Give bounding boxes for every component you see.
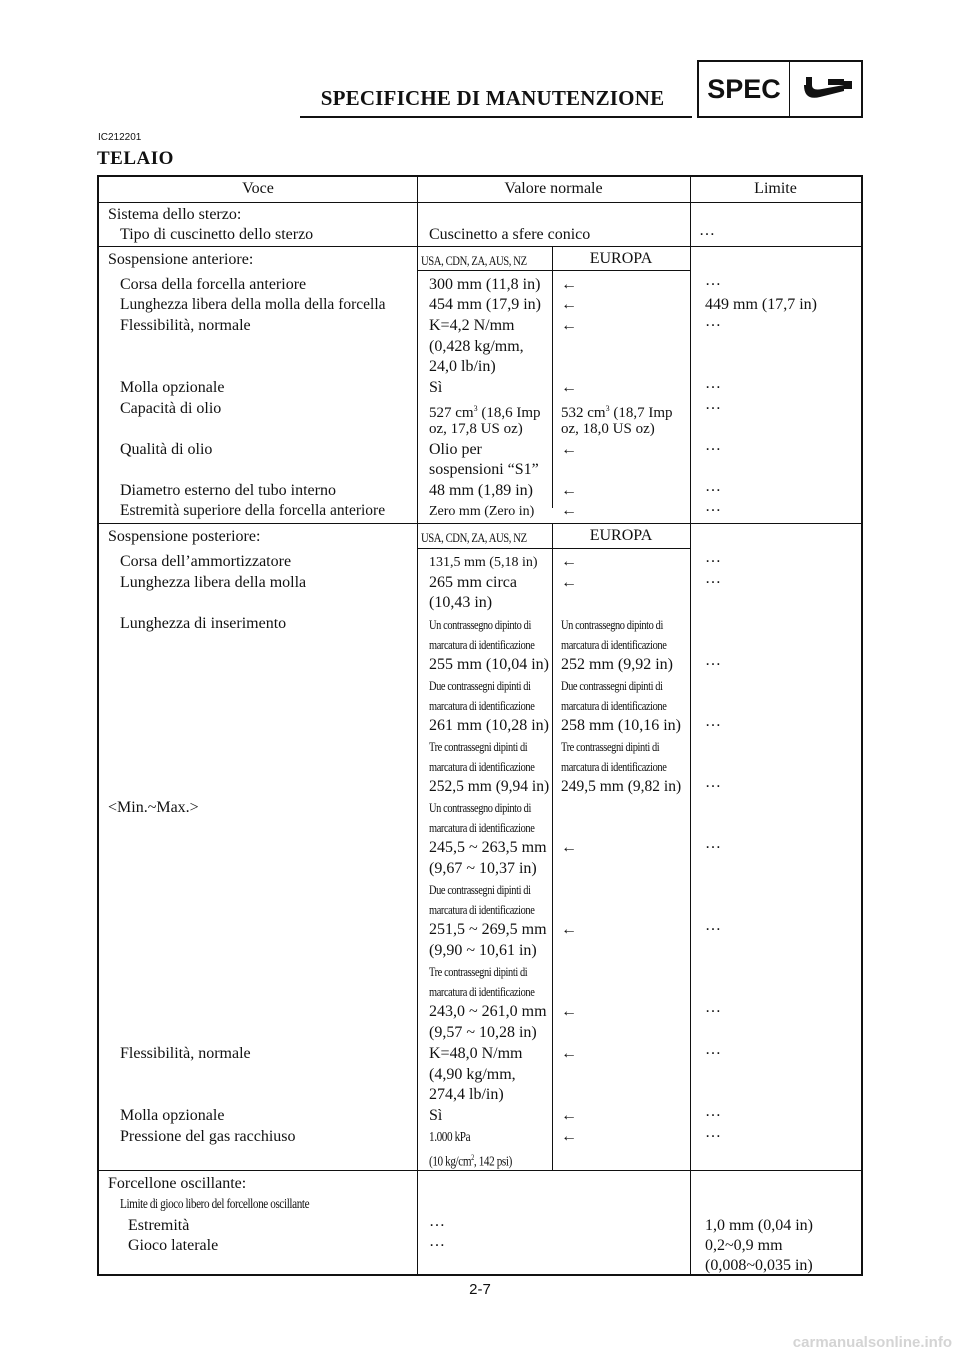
rear-rate-label: Flessibilità, normale bbox=[120, 1045, 251, 1062]
spec-badge-label: SPEC bbox=[699, 62, 790, 116]
mark3-line1-a: Tre contrassegni dipinti di bbox=[429, 739, 528, 754]
front-stroke-label: Corsa della forcella anteriore bbox=[120, 276, 307, 293]
rear-mm2-limit: … bbox=[705, 917, 721, 934]
front-grade-a2: sospensioni “S1” bbox=[429, 461, 539, 478]
rear-free-a1: 265 mm circa bbox=[429, 574, 517, 591]
rear-opt-limit: … bbox=[705, 1103, 721, 1120]
rear-suspension-label: Sospensione posteriore: bbox=[108, 528, 261, 545]
spec-badge bbox=[697, 60, 863, 118]
front-oil-label: Capacità di olio bbox=[120, 400, 222, 417]
mm-mark3-line1: Tre contrassegni dipinti di bbox=[429, 964, 528, 979]
mm-mark1-line2: marcatura di identificazione bbox=[429, 820, 535, 835]
doc-code: IC212201 bbox=[98, 132, 142, 143]
steering-label: Sistema dello sterzo: bbox=[108, 206, 242, 223]
front-opt-a: Sì bbox=[429, 379, 443, 396]
rear-travel-b: ← bbox=[561, 553, 577, 570]
rear-free-b: ← bbox=[561, 574, 577, 591]
front-free-a: 454 mm (17,9 in) bbox=[429, 296, 541, 313]
front-top-limit: … bbox=[705, 498, 721, 515]
rear-rate-a3: 274,4 lb/in) bbox=[429, 1086, 504, 1103]
watermark: carmanualsonline.info bbox=[792, 1334, 952, 1351]
rear-mm3-limit: … bbox=[705, 999, 721, 1016]
rear-mm3-a1: 243,0 ~ 261,0 mm bbox=[429, 1003, 547, 1020]
rear-fit3-limit: … bbox=[705, 774, 721, 791]
rear-free-label: Lunghezza libera della molla bbox=[120, 574, 307, 591]
mm-mark3-line2: marcatura di identificazione bbox=[429, 984, 535, 999]
rear-fit1-a: 255 mm (10,04 in) bbox=[429, 656, 549, 673]
rear-rate-limit: … bbox=[705, 1041, 721, 1058]
front-rate-b: ← bbox=[561, 317, 577, 334]
swingarm-label: Forcellone oscillante: bbox=[108, 1175, 247, 1192]
front-rate-limit: … bbox=[705, 313, 721, 330]
section-title: TELAIO bbox=[97, 148, 174, 169]
front-suspension-label: Sospensione anteriore: bbox=[108, 251, 254, 268]
front-col-europa: EUROPA bbox=[589, 250, 653, 267]
rear-mm1-a2: (9,67 ~ 10,37 in) bbox=[429, 860, 537, 877]
front-opt-b: ← bbox=[561, 379, 577, 396]
header-limite: Limite bbox=[754, 180, 797, 197]
rear-mm1-limit: … bbox=[705, 835, 721, 852]
front-rate-a1: K=4,2 N/mm bbox=[429, 317, 515, 334]
mark1-line2-a: marcatura di identificazione bbox=[429, 637, 535, 652]
rear-mm1-b: ← bbox=[561, 839, 577, 856]
swingarm-end-label: Estremità bbox=[128, 1217, 190, 1234]
rear-fit1-b: 252 mm (9,92 in) bbox=[561, 656, 673, 673]
rear-gas-b: ← bbox=[561, 1128, 577, 1145]
mark1-line2-b: marcatura di identificazione bbox=[561, 637, 667, 652]
front-free-b: ← bbox=[561, 296, 577, 313]
front-free-limit: 449 mm (17,7 in) bbox=[705, 296, 817, 313]
rear-mm2-a2: (9,90 ~ 10,61 in) bbox=[429, 942, 537, 959]
header-rule bbox=[300, 116, 692, 118]
wrench-icon bbox=[790, 62, 861, 116]
front-rate-a3: 24,0 lb/in) bbox=[429, 358, 496, 375]
swingarm-side-value: … bbox=[429, 1233, 445, 1250]
rear-rate-a2: (4,90 kg/mm, bbox=[429, 1066, 516, 1083]
front-rate-label: Flessibilità, normale bbox=[120, 317, 251, 334]
rear-gas-a1: 1.000 kPa bbox=[429, 1130, 471, 1145]
swingarm-side-label: Gioco laterale bbox=[128, 1237, 219, 1254]
rear-mm3-b: ← bbox=[561, 1003, 577, 1020]
rear-free-a2: (10,43 in) bbox=[429, 594, 493, 611]
swingarm-end-value: … bbox=[429, 1213, 445, 1230]
front-free-label: Lunghezza libera della molla della forcella bbox=[120, 296, 386, 313]
rear-fit2-limit: … bbox=[705, 713, 721, 730]
swingarm-end-limit: 1,0 mm (0,04 in) bbox=[705, 1217, 813, 1234]
front-oil-a1: 527 $cm^3$ (18,6 Imp bbox=[429, 404, 541, 421]
rear-mm1-a1: 245,5 ~ 263,5 mm bbox=[429, 839, 547, 856]
front-oil-a2: oz, 17,8 US oz) bbox=[429, 421, 523, 437]
front-grade-label: Qualità di olio bbox=[120, 441, 213, 458]
mark2-line1-b: Due contrassegni dipinti di bbox=[561, 678, 663, 693]
front-stroke-limit: … bbox=[705, 272, 721, 289]
mm-mark2-line1: Due contrassegni dipinti di bbox=[429, 882, 531, 897]
steering-bearing-value: Cuscinetto a sfere conico bbox=[429, 226, 591, 243]
rear-col-europa: EUROPA bbox=[589, 527, 653, 544]
rear-opt-b: ← bbox=[561, 1107, 577, 1124]
rear-rate-a1: K=48,0 N/mm bbox=[429, 1045, 523, 1062]
front-col-usa: USA, CDN, ZA, AUS, NZ bbox=[421, 253, 527, 268]
rear-gas-limit: … bbox=[705, 1124, 721, 1141]
front-grade-a1: Olio per bbox=[429, 441, 482, 458]
front-oil-b2: oz, 18,0 US oz) bbox=[561, 421, 655, 437]
rear-fit3-b: 249,5 mm (9,82 in) bbox=[561, 778, 682, 795]
front-top-label: Estremità superiore della forcella anteriore bbox=[120, 502, 386, 519]
steering-bearing-limit: … bbox=[699, 222, 715, 239]
rear-minmax-label: <Min.~Max.> bbox=[108, 799, 199, 816]
page-header-title: SPECIFICHE DI MANUTENZIONE bbox=[320, 86, 665, 110]
rear-mm3-a2: (9,57 ~ 10,28 in) bbox=[429, 1024, 537, 1041]
rear-travel-limit: … bbox=[705, 549, 721, 566]
rear-travel-a: 131,5 mm (5,18 in) bbox=[429, 555, 538, 570]
rear-fit-label: Lunghezza di inserimento bbox=[120, 615, 287, 632]
swingarm-side-limit-1: 0,2~0,9 mm bbox=[705, 1237, 783, 1254]
rear-mm2-b: ← bbox=[561, 921, 577, 938]
rear-gas-a2: (10 $kg/cm^2$, 142 psi) bbox=[429, 1153, 512, 1170]
rear-gas-label: Pressione del gas racchiuso bbox=[120, 1128, 296, 1145]
page-number: 2-7 bbox=[469, 1281, 491, 1298]
header-valore: Valore normale bbox=[504, 180, 603, 197]
rear-opt-label: Molla opzionale bbox=[120, 1107, 225, 1124]
mm-mark2-line2: marcatura di identificazione bbox=[429, 902, 535, 917]
rear-opt-a: Sì bbox=[429, 1107, 443, 1124]
mark3-line2-a: marcatura di identificazione bbox=[429, 759, 535, 774]
mark2-line1-a: Due contrassegni dipinti di bbox=[429, 678, 531, 693]
front-tube-a: 48 mm (1,89 in) bbox=[429, 482, 533, 499]
front-tube-limit: … bbox=[705, 478, 721, 495]
rear-fit2-b: 258 mm (10,16 in) bbox=[561, 717, 681, 734]
spec-table bbox=[97, 175, 863, 1276]
front-stroke-a: 300 mm (11,8 in) bbox=[429, 276, 541, 293]
rear-col-usa: USA, CDN, ZA, AUS, NZ bbox=[421, 530, 527, 545]
front-stroke-b: ← bbox=[561, 276, 577, 293]
front-tube-label: Diametro esterno del tubo interno bbox=[120, 482, 336, 499]
mm-mark1-line1: Un contrassegno dipinto di bbox=[429, 800, 531, 815]
swingarm-side-limit-2: (0,008~0,035 in) bbox=[705, 1257, 813, 1274]
mark2-line2-a: marcatura di identificazione bbox=[429, 698, 535, 713]
rear-free-limit: … bbox=[705, 570, 721, 587]
front-opt-limit: … bbox=[705, 375, 721, 392]
rear-travel-label: Corsa dell’ammortizzatore bbox=[120, 553, 292, 570]
rear-fit2-a: 261 mm (10,28 in) bbox=[429, 717, 549, 734]
front-oil-limit: … bbox=[705, 396, 721, 413]
mark3-line2-b: marcatura di identificazione bbox=[561, 759, 667, 774]
front-top-b: ← bbox=[561, 502, 577, 519]
front-opt-label: Molla opzionale bbox=[120, 379, 225, 396]
mark1-line1-a: Un contrassegno dipinto di bbox=[429, 617, 531, 632]
front-top-a: Zero mm (Zero in) bbox=[429, 504, 535, 519]
rear-fit3-a: 252,5 mm (9,94 in) bbox=[429, 778, 550, 795]
front-grade-limit: … bbox=[705, 437, 721, 454]
rear-mm2-a1: 251,5 ~ 269,5 mm bbox=[429, 921, 547, 938]
rear-fit1-limit: … bbox=[705, 652, 721, 669]
front-oil-b1: 532 $cm^3$ (18,7 Imp bbox=[561, 404, 673, 421]
header-voce: Voce bbox=[242, 180, 274, 197]
front-grade-b: ← bbox=[561, 441, 577, 458]
front-rate-a2: (0,428 kg/mm, bbox=[429, 338, 524, 355]
mark2-line2-b: marcatura di identificazione bbox=[561, 698, 667, 713]
front-tube-b: ← bbox=[561, 482, 577, 499]
rear-rate-b: ← bbox=[561, 1045, 577, 1062]
swingarm-play-label: Limite di gioco libero del forcellone oscillante bbox=[120, 1197, 310, 1212]
steering-bearing-label: Tipo di cuscinetto dello sterzo bbox=[120, 226, 314, 243]
mark3-line1-b: Tre contrassegni dipinti di bbox=[561, 739, 660, 754]
mark1-line1-b: Un contrassegno dipinto di bbox=[561, 617, 663, 632]
